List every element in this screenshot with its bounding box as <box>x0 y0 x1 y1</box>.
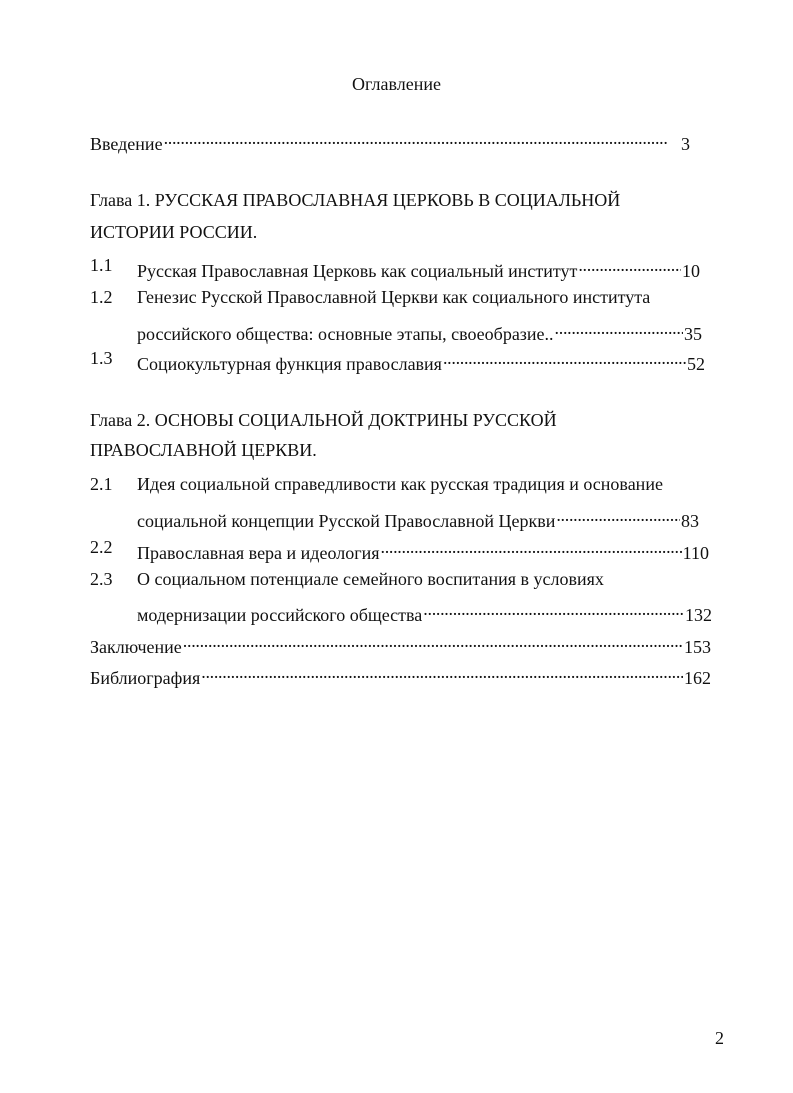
dot-leader <box>578 253 681 277</box>
section-number: 2.3 <box>90 569 113 589</box>
toc-entry-2-1-line1: Идея социальной справедливости как русская традиция и основание <box>137 474 663 494</box>
toc-entry-conclusion <box>90 629 711 657</box>
toc-entry-label: Введение <box>90 134 163 154</box>
dot-leader <box>556 503 680 527</box>
dot-leader <box>423 597 684 621</box>
toc-title: Оглавление <box>352 74 441 94</box>
dot-leader <box>555 316 683 340</box>
toc-entry-page: 153 <box>684 637 711 657</box>
chapter-2-heading-line1: Глава 2. ОСНОВЫ СОЦИАЛЬНОЙ ДОКТРИНЫ РУССКОЙ <box>90 410 557 430</box>
section-number: 2.2 <box>90 537 113 557</box>
toc-entry-page: 35 <box>684 324 702 344</box>
toc-entry-label: Социокультурная функция православия <box>137 354 442 374</box>
toc-entry-1-1 <box>137 253 700 281</box>
toc-entry-1-2 <box>137 316 702 344</box>
toc-entry-bibliography <box>90 660 711 688</box>
toc-entry-intro <box>90 126 690 154</box>
toc-entry-page: 110 <box>682 543 709 563</box>
chapter-1-heading-line2: ИСТОРИИ РОССИИ. <box>90 222 258 242</box>
toc-entry-page: 83 <box>681 511 699 531</box>
chapter-1-heading-line1: Глава 1. РУССКАЯ ПРАВОСЛАВНАЯ ЦЕРКОВЬ В СОЦИАЛЬНОЙ <box>90 190 621 210</box>
section-number: 1.1 <box>90 255 113 275</box>
toc-entry-1-3 <box>137 346 705 374</box>
toc-entry-2-3-line1: О социальном потенциале семейного воспитания в условиях <box>137 569 604 589</box>
toc-entry-label: модернизации российского общества <box>137 605 423 625</box>
toc-entry-2-2 <box>137 535 709 563</box>
section-number: 1.2 <box>90 287 113 307</box>
toc-entry-page: 132 <box>685 605 712 625</box>
dot-leader <box>164 126 680 150</box>
dot-leader <box>381 535 682 559</box>
section-number: 2.1 <box>90 474 113 494</box>
toc-entry-page: 52 <box>687 354 705 374</box>
toc-entry-label: Православная вера и идеология <box>137 543 380 563</box>
toc-entry-label: Библиография <box>90 668 201 688</box>
toc-entry-page: 162 <box>684 668 711 688</box>
toc-entry-label: социальной концепции Русской Православной Церкви <box>137 511 556 531</box>
dot-leader <box>443 346 686 370</box>
toc-entry-page: 3 <box>681 134 690 154</box>
dot-leader <box>183 629 683 653</box>
toc-entry-label: Русская Православная Церковь как социальный институт <box>137 261 578 281</box>
dot-leader <box>201 660 683 684</box>
toc-entry-label: российского общества: основные этапы, своеобразие.. <box>137 324 554 344</box>
chapter-2-heading-line2: ПРАВОСЛАВНОЙ ЦЕРКВИ. <box>90 440 317 460</box>
section-number: 1.3 <box>90 348 113 368</box>
toc-entry-label: Заключение <box>90 637 182 657</box>
toc-entry-1-2-line1: Генезис Русской Православной Церкви как социального института <box>137 287 651 307</box>
toc-entry-page: 10 <box>682 261 700 281</box>
toc-entry-2-1 <box>137 503 699 531</box>
page-number: 2 <box>715 1028 724 1048</box>
toc-entry-2-3 <box>137 597 712 625</box>
